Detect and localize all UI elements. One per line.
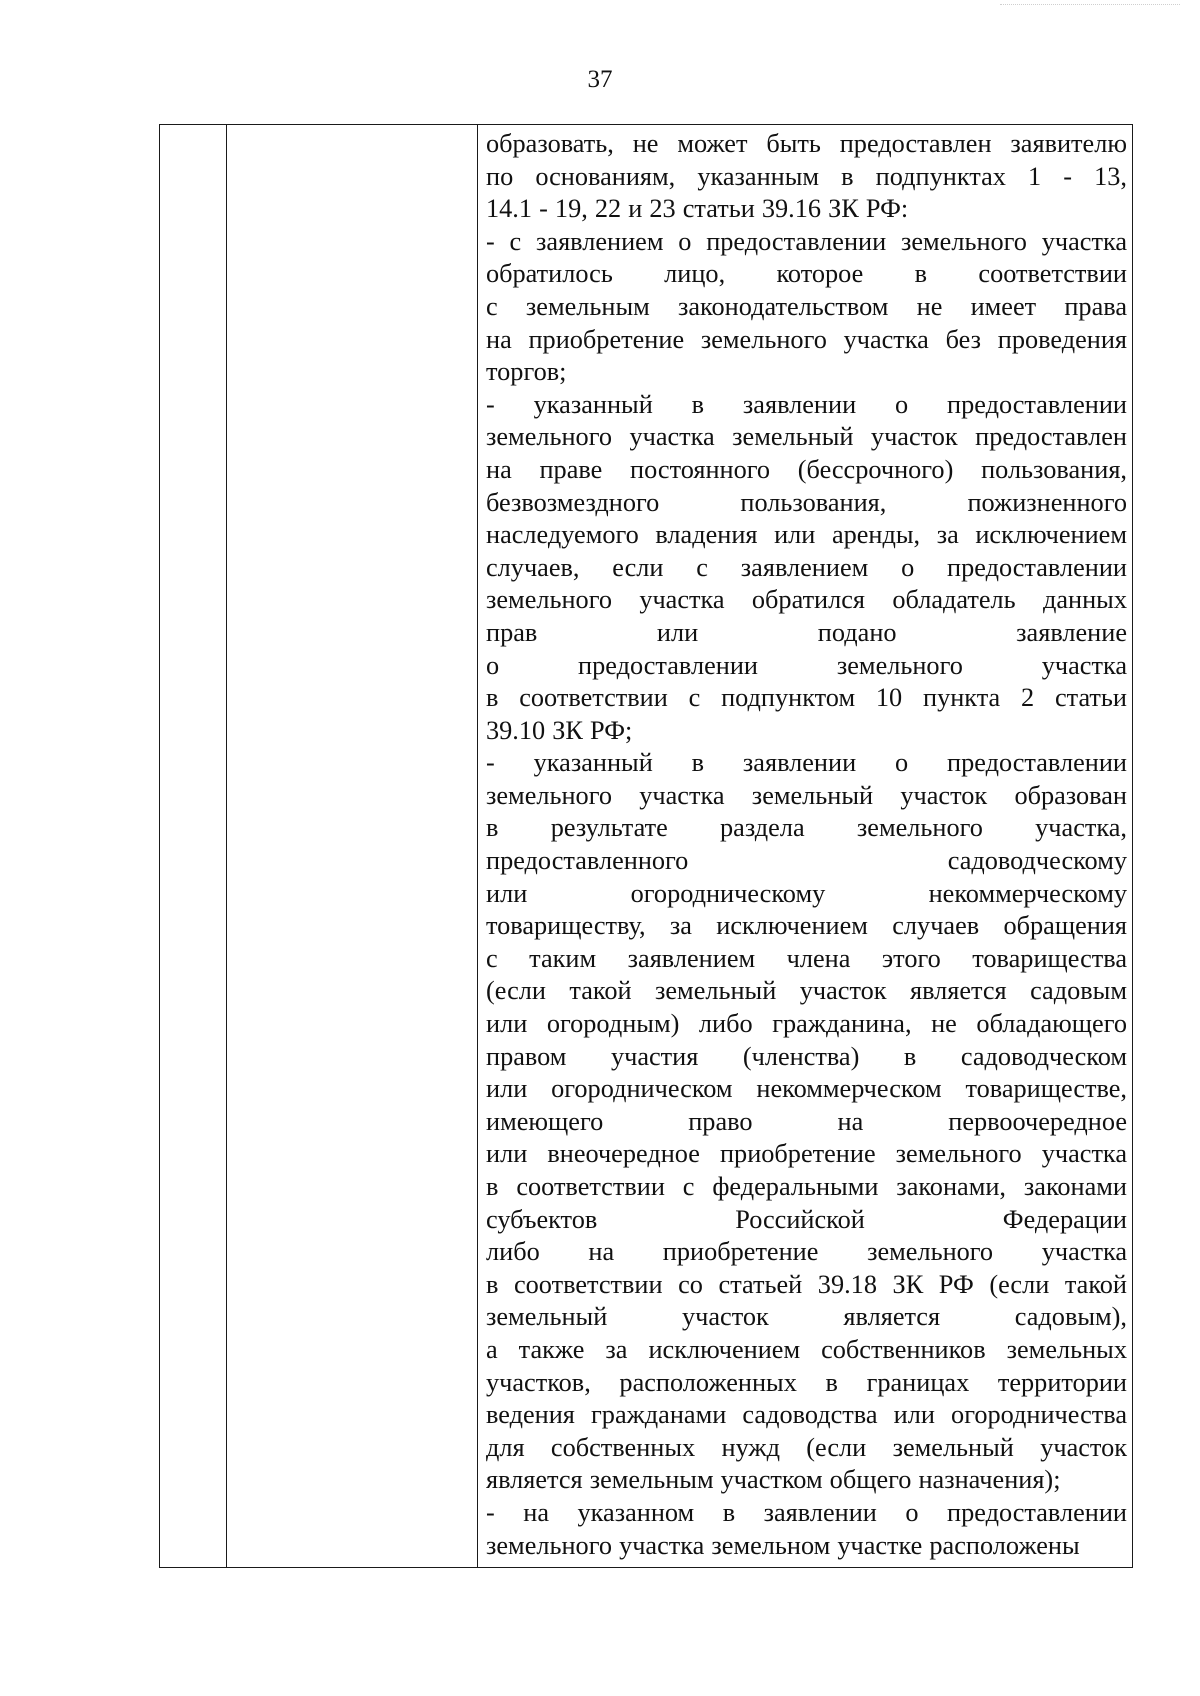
text-line: правом участия (членства) в садоводческом [486,1041,1127,1071]
text-line: а также за исключением собственников земельных [486,1334,1127,1364]
text-line: (если такой земельный участок является садовым [486,976,1127,1006]
text-line: случаев, если с заявлением о предоставлении [486,552,1127,582]
text-line: на приобретение земельного участка без проведения [486,324,1127,354]
text-line: образовать, не может быть предоставлен заявителю [486,129,1127,158]
text-line: - указанный в заявлении о предоставлении [486,748,1127,778]
text-line: земельного участка земельный участок образован [486,780,1127,810]
text-line: для собственных нужд (если земельный участок [486,1432,1127,1462]
text-line: по основаниям, указанным в подпунктах 1 - 13, [486,161,1127,191]
text-line: земельный участок является садовым), [486,1302,1127,1332]
text-line: субъектов Российской Федерации [486,1204,1127,1234]
text-line: на праве постоянного (бессрочного) пользования, [486,454,1127,484]
text-line: прав или подано заявление [486,617,1127,647]
text-line: с таким заявлением члена этого товарищества [486,943,1127,973]
text-line: в соответствии с подпунктом 10 пункта 2 статьи [486,683,1127,713]
text-line: наследуемого владения или аренды, за исключением [486,520,1127,550]
text-line: - с заявлением о предоставлении земельного участка [486,226,1127,256]
text-line: либо на приобретение земельного участка [486,1237,1127,1267]
text-line: с земельным законодательством не имеет права [486,291,1127,321]
table-cell-number [160,125,227,1568]
text-line: или огородническом некоммерческом товариществе, [486,1074,1127,1104]
text-line: в соответствии со статьей 39.18 ЗК РФ (если такой [486,1269,1127,1299]
text-line: - на указанном в заявлении о предоставлении [486,1497,1127,1527]
text-line: или огородническому некоммерческому [486,878,1127,908]
text-line: земельного участка земельном участке расположены [486,1530,1080,1560]
text-line: в соответствии с федеральными законами, законами [486,1172,1127,1201]
page-number: 37 [587,66,613,93]
text-line: товариществу, за исключением случаев обращения [486,911,1127,941]
text-line: в результате раздела земельного участка, [486,813,1127,843]
document-table [159,124,1133,1568]
text-line: 39.10 ЗК РФ; [486,715,633,745]
text-line: имеющего право на первоочередное [486,1106,1127,1136]
table-cell-description [478,125,1133,1568]
text-line: земельного участка обратился обладатель данных [486,585,1127,615]
text-line: - указанный в заявлении о предоставлении [486,389,1127,419]
text-line: обратилось лицо, которое в соответствии [486,259,1127,289]
text-line: о предоставлении земельного участка [486,650,1127,680]
text-line: 14.1 - 19, 22 и 23 статьи 39.16 ЗК РФ: [486,194,909,224]
text-line: участков, расположенных в границах территории [486,1367,1127,1397]
text-line: торгов; [486,357,567,387]
table-row [160,125,1133,1568]
text-line: является земельным участком общего назначения); [486,1465,1061,1495]
scan-artifact [1000,4,1180,11]
text-line: предоставленного садоводческому [486,846,1127,876]
text-line: безвозмездного пользования, пожизненного [486,487,1127,517]
text-line: или внеочередное приобретение земельного участка [486,1139,1127,1169]
description-text [478,125,1132,1562]
text-line: земельного участка земельный участок предоставлен [486,422,1127,452]
table-cell-name [227,125,478,1568]
text-line: или огородным) либо гражданина, не обладающего [486,1009,1127,1039]
text-line: ведения гражданами садоводства или огородничества [486,1400,1127,1430]
